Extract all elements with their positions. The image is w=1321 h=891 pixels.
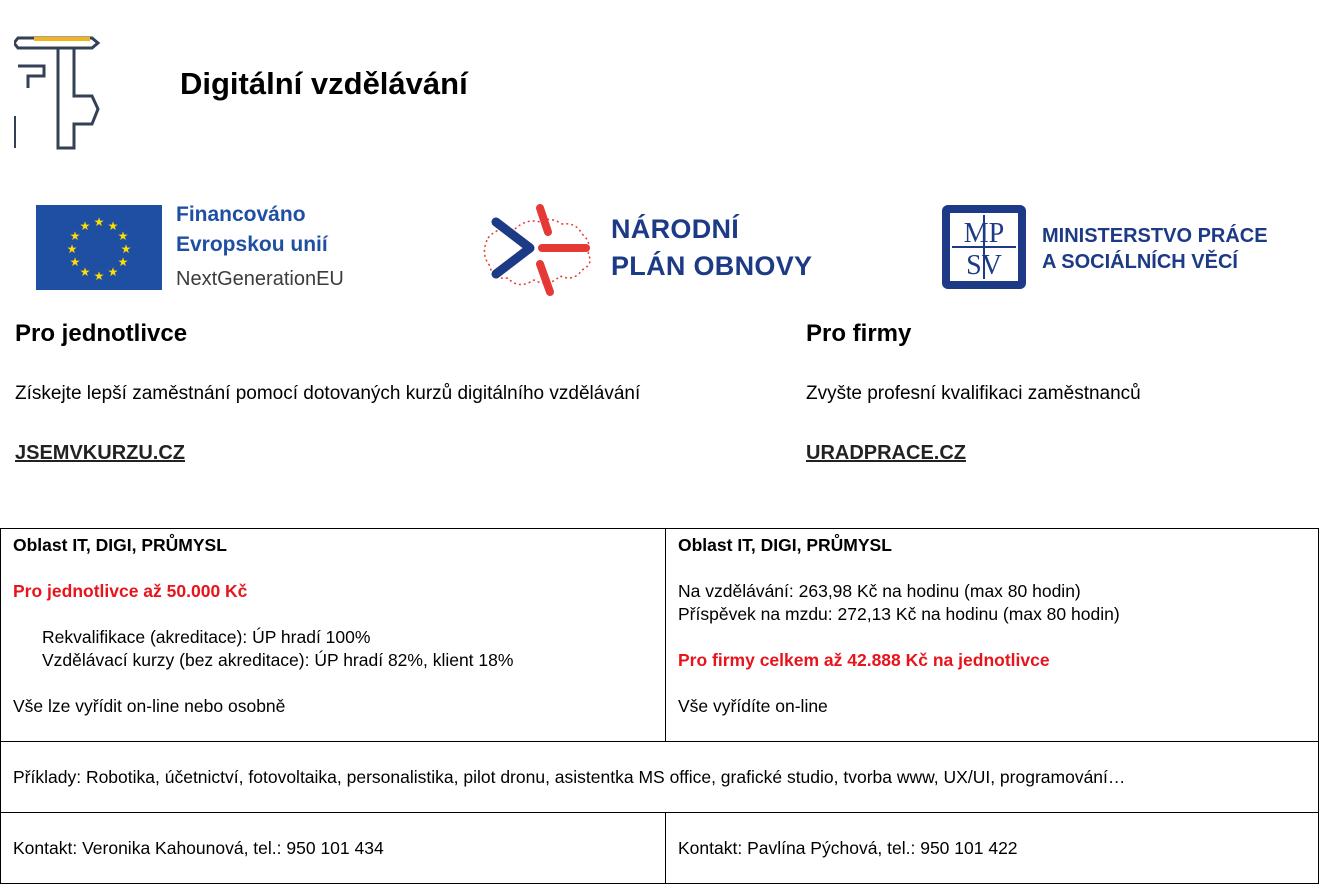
- mpsv-logo-line2: A SOCIÁLNÍCH VĚCÍ: [1042, 251, 1238, 273]
- contact-left: Kontakt: Veronika Kahounová, tel.: 950 101 434: [1, 813, 666, 884]
- left-item-requalification: Rekvalifikace (akreditace): ÚP hradí 100%: [42, 627, 371, 647]
- left-footer: Vše lze vyřídit on-line nebo osobně: [13, 696, 286, 716]
- left-highlight: Pro jednotlivce až 50.000 Kč: [13, 581, 248, 601]
- page-title: Digitální vzdělávání: [180, 66, 468, 101]
- svg-text:★: ★: [117, 229, 129, 243]
- svg-text:★: ★: [79, 265, 91, 279]
- svg-text:★: ★: [79, 219, 91, 233]
- companies-cell: [666, 529, 1319, 742]
- mpsv-mark: [950, 213, 1018, 281]
- individuals-link[interactable]: JSEMVKURZU.CZ: [15, 442, 186, 464]
- eu-logo-line1: Financováno: [176, 203, 306, 226]
- left-heading: Oblast IT, DIGI, PRŮMYSL: [13, 535, 227, 555]
- right-line-education: Na vzdělávání: 263,98 Kč na hodinu (max 80 hodin): [678, 581, 1081, 601]
- info-table: [0, 528, 1319, 884]
- svg-text:★: ★: [69, 255, 81, 269]
- svg-text:★: ★: [69, 229, 81, 243]
- eu-logo-line2: Evropskou unií: [176, 233, 328, 256]
- npo-logo-line1: NÁRODNÍ: [611, 214, 740, 244]
- svg-text:★: ★: [117, 255, 129, 269]
- svg-text:★: ★: [66, 242, 78, 256]
- mpsv-mark-top: MP: [963, 218, 1005, 249]
- examples-cell: Příklady: Robotika, účetnictví, fotovoltaika, personalistika, pilot dronu, asistentka MS office, grafické studio, tvorba www, UX/UI, programování…: [1, 742, 1319, 813]
- table-row: [1, 742, 1319, 813]
- mpsv-logo-line1: MINISTERSTVO PRÁCE: [1042, 225, 1268, 247]
- individuals-description: Získejte lepší zaměstnání pomocí dotovaných kurzů digitálního vzdělávání: [15, 383, 641, 404]
- svg-text:★: ★: [93, 269, 105, 283]
- left-item-courses: Vzdělávací kurzy (bez akreditace): ÚP hradí 82%, klient 18%: [42, 650, 514, 670]
- individuals-cell: [1, 529, 666, 742]
- companies-description: Zvyšte profesní kvalifikaci zaměstnanců: [806, 383, 1141, 404]
- mpsv-mark-bottom: SV: [966, 250, 1002, 281]
- svg-text:★: ★: [107, 265, 119, 279]
- right-footer: Vše vyřídíte on-line: [678, 696, 828, 716]
- eu-stars: [36, 205, 162, 290]
- npo-logo-icon: [478, 198, 598, 302]
- contact-right: Kontakt: Pavlína Pýchová, tel.: 950 101 422: [666, 813, 1319, 884]
- svg-text:★: ★: [120, 242, 132, 256]
- companies-link[interactable]: URADPRACE.CZ: [806, 442, 966, 464]
- right-line-wage: Příspěvek na mzdu: 272,13 Kč na hodinu (max 80 hodin): [678, 604, 1120, 624]
- companies-title: Pro firmy: [806, 320, 912, 347]
- right-highlight: Pro firmy celkem až 42.888 Kč na jednotlivce: [678, 650, 1050, 670]
- eu-logo-line3: NextGenerationEU: [176, 268, 344, 290]
- svg-text:★: ★: [107, 219, 119, 233]
- signpost-icon: [14, 32, 100, 150]
- table-row: [1, 813, 1319, 884]
- table-row: [1, 529, 1319, 742]
- individuals-title: Pro jednotlivce: [15, 320, 188, 347]
- mpsv-logo-icon: [942, 205, 1026, 289]
- right-heading: Oblast IT, DIGI, PRŮMYSL: [678, 535, 892, 555]
- svg-text:★: ★: [93, 215, 105, 229]
- eu-flag-icon: [36, 205, 162, 290]
- npo-logo-line2: PLÁN OBNOVY: [611, 251, 813, 281]
